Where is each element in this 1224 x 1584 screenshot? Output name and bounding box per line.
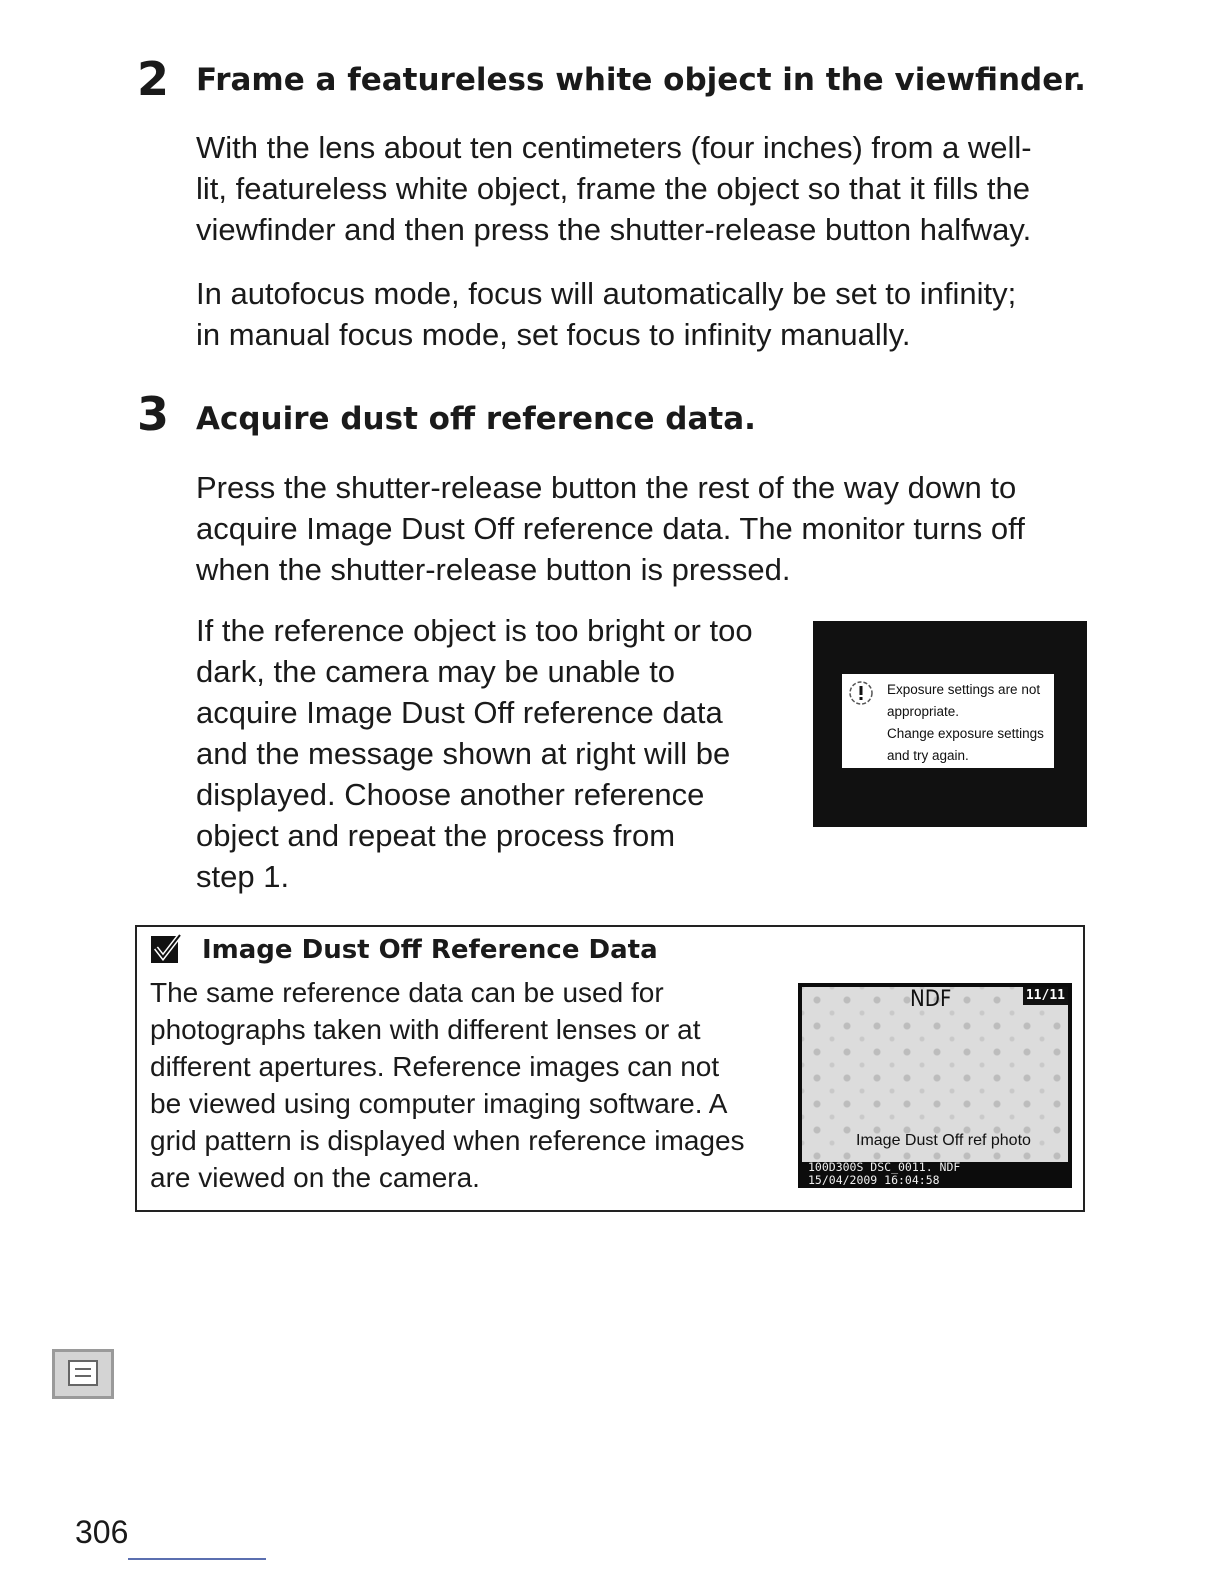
error-dialog xyxy=(842,674,1054,768)
error-message xyxy=(887,679,1044,767)
note-line: The same reference data can be used for xyxy=(150,977,664,1008)
text-line: viewfinder and then press the shutter-release button halfway. xyxy=(196,212,1032,247)
error-line: and try again. xyxy=(887,748,969,763)
page-number-rule xyxy=(128,1558,266,1560)
error-line: appropriate. xyxy=(887,704,960,719)
ndf-label: NDF xyxy=(910,987,952,1012)
text-line: dark, the camera may be unable to xyxy=(196,654,676,689)
text-line: step 1. xyxy=(196,859,290,894)
text-line: in manual focus mode, set focus to infinity manually. xyxy=(196,317,911,352)
page-number: 306 xyxy=(75,1514,129,1550)
ndf-reference-screen xyxy=(798,983,1072,1188)
text-line: lit, featureless white object, frame the object so that it fills the xyxy=(196,171,1030,206)
step-3-title: Acquire dust off reference data. xyxy=(196,401,756,437)
note-line: different apertures. Reference images can not xyxy=(150,1051,720,1082)
camera-error-screen xyxy=(813,621,1087,827)
note-line: photographs taken with different lenses or at xyxy=(150,1014,701,1045)
step-2-paragraph-1 xyxy=(196,127,1032,250)
step-2-paragraph-2 xyxy=(196,273,1016,355)
ndf-caption: Image Dust Off ref photo xyxy=(856,1132,1031,1149)
check-note-icon xyxy=(150,933,183,966)
text-line: when the shutter-release button is pressed. xyxy=(196,552,791,587)
error-line: Change exposure settings xyxy=(887,726,1044,741)
text-line: displayed. Choose another reference xyxy=(196,777,705,812)
text-line: and the message shown at right will be xyxy=(196,736,731,771)
note-line: are viewed on the camera. xyxy=(150,1162,480,1193)
text-line: Press the shutter-release button the rest of the way down to xyxy=(196,470,1017,505)
note-line: grid pattern is displayed when reference images xyxy=(150,1125,745,1156)
folder-file-info: 100D300S DSC_0011. NDF xyxy=(808,1160,961,1174)
text-line: If the reference object is too bright or too xyxy=(196,613,753,648)
note-title: Image Dust Off Reference Data xyxy=(202,935,658,965)
text-line: acquire Image Dust Off reference data xyxy=(196,695,723,730)
date-time-info: 15/04/2009 16:04:58 xyxy=(808,1173,940,1187)
note-body xyxy=(150,974,745,1196)
warning-icon xyxy=(846,678,876,708)
note-line: be viewed using computer imaging software. A xyxy=(150,1088,728,1119)
step-3-paragraph-2 xyxy=(196,610,753,897)
text-line: In autofocus mode, focus will automatically be set to infinity; xyxy=(196,276,1017,311)
text-line: object and repeat the process from xyxy=(196,818,676,853)
step-3-paragraph-1 xyxy=(196,467,1025,590)
text-line: acquire Image Dust Off reference data. The monitor turns off xyxy=(196,511,1025,546)
step-3-number: 3 xyxy=(137,387,170,441)
error-line: Exposure settings are not xyxy=(887,682,1041,697)
step-2-number: 2 xyxy=(137,52,170,106)
step-2-title: Frame a featureless white object in the viewfinder. xyxy=(196,62,1086,98)
text-line: With the lens about ten centimeters (four inches) from a well- xyxy=(196,130,1032,165)
image-counter: 11/11 xyxy=(1023,987,1068,1005)
menu-section-tab-icon xyxy=(52,1349,114,1399)
